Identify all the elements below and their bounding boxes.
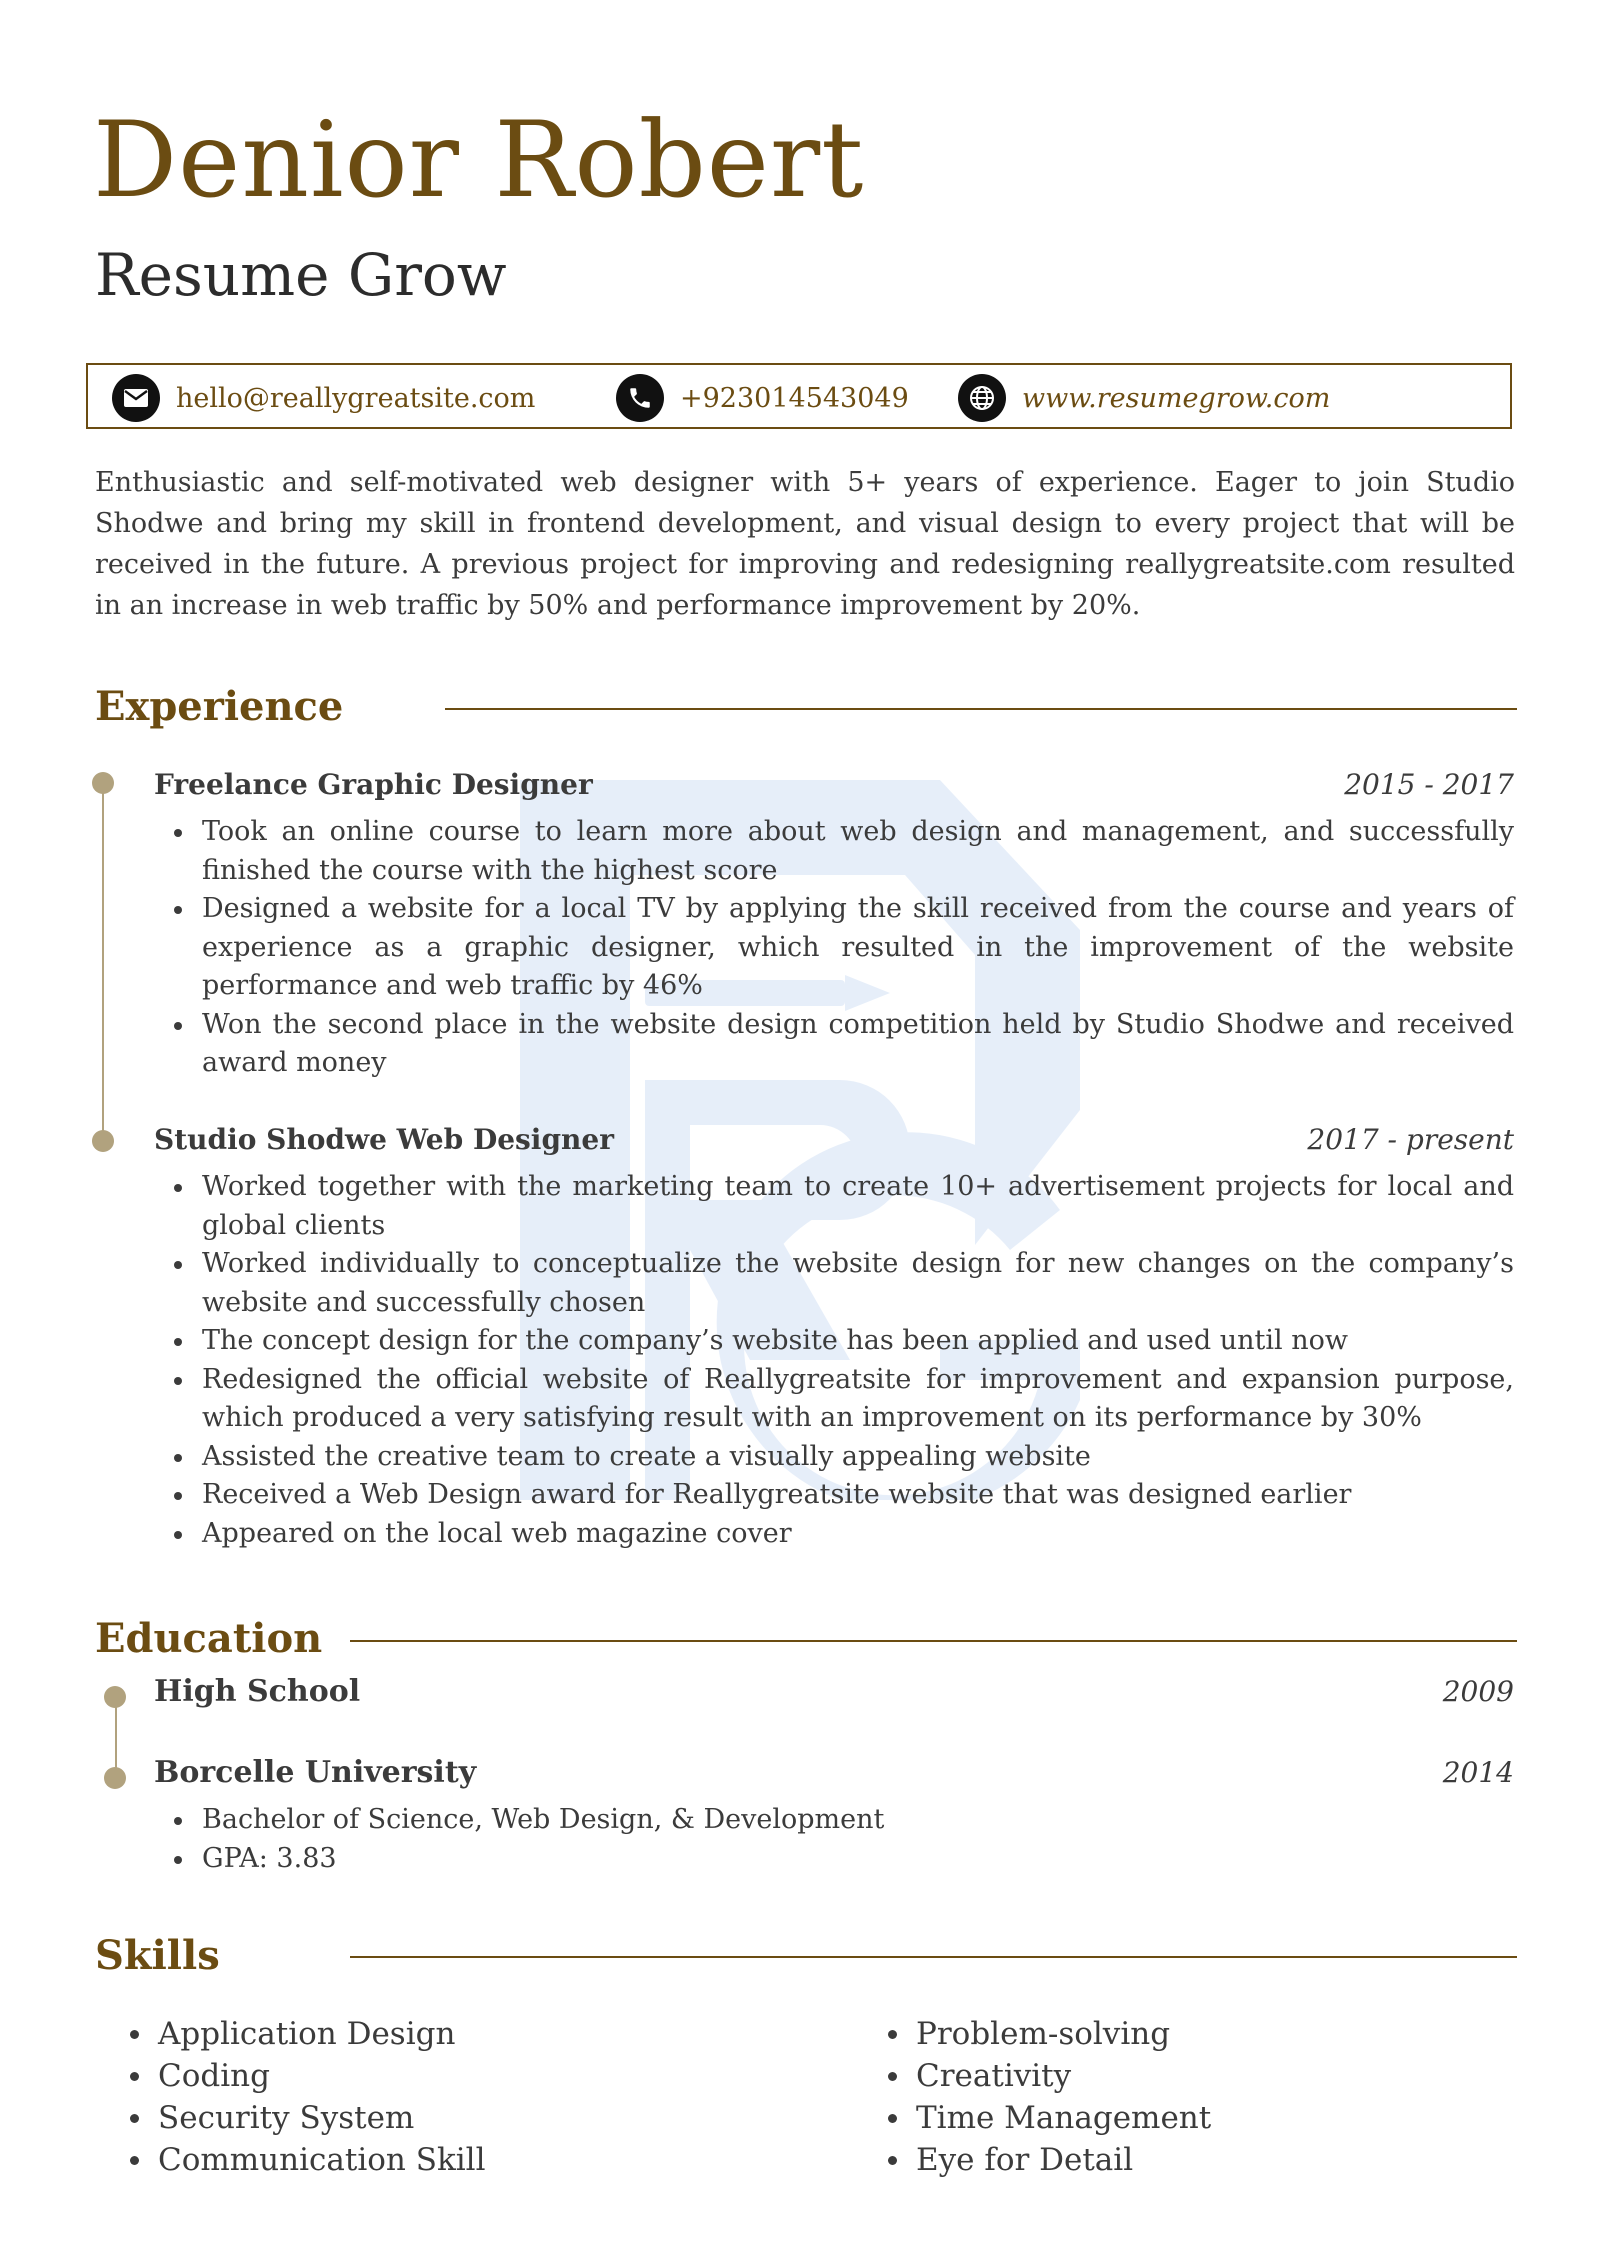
graduation-year: 2009	[1442, 1675, 1514, 1708]
contact-website[interactable]	[958, 376, 1330, 420]
education-heading: Education	[95, 1615, 323, 1662]
skills-heading: Skills	[95, 1932, 220, 1979]
graduation-year: 2014	[1442, 1756, 1514, 1789]
candidate-subtitle: Resume Grow	[95, 241, 507, 309]
skills-list-left	[110, 2013, 808, 2181]
list-item: Took an online course to learn more about web design and management, and successfully finished the course with the highest score	[202, 813, 1514, 890]
skill-item: Application Design	[158, 2013, 808, 2055]
contact-bar	[86, 363, 1512, 429]
skill-item: Security System	[158, 2097, 808, 2139]
globe-icon	[958, 374, 1006, 422]
skill-item: Communication Skill	[158, 2139, 808, 2181]
phone-icon	[616, 374, 664, 422]
skill-item: Coding	[158, 2055, 808, 2097]
phone-text: +923014543049	[680, 382, 909, 414]
list-item: Won the second place in the website design competition held by Studio Shodwe and received award money	[202, 1006, 1514, 1083]
skill-item: Eye for Detail	[916, 2139, 1556, 2181]
skills-divider	[350, 1956, 1517, 1958]
skill-item: Problem-solving	[916, 2013, 1556, 2055]
timeline-dot	[104, 1686, 126, 1708]
list-item: Redesigned the official website of Reallygreatsite for improvement and expansion purpose, which produced a very satisfying result with an improvement on its performance by 30%	[202, 1361, 1514, 1438]
education-entry	[154, 1674, 1514, 1710]
list-item: Bachelor of Science, Web Design, & Development	[202, 1801, 1514, 1840]
school-name: Borcelle University	[154, 1755, 477, 1790]
timeline-dot	[92, 1130, 114, 1152]
skill-item: Time Management	[916, 2097, 1556, 2139]
timeline-dot	[104, 1767, 126, 1789]
experience-divider	[445, 708, 1517, 710]
job-bullets	[154, 813, 1514, 1083]
timeline-dot	[92, 772, 114, 794]
candidate-name: Denior Robert	[93, 99, 865, 221]
mail-icon	[112, 374, 160, 422]
list-item: Designed a website for a local TV by applying the skill received from the course and years of experience as a graphic designer, which resulted in the improvement of the website performance and web traffic by 46%	[202, 890, 1514, 1006]
website-text: www.resumegrow.com	[1022, 382, 1331, 414]
profile-summary: Enthusiastic and self-motivated web designer with 5+ years of experience. Eager to join Studio Shodwe and bring my skill in frontend development, and visual design to every project that will be received in the future. A previous project for improving and redesigning reallygreatsite.com resulted in an increase in web traffic by 50% and performance improvement by 20%.	[95, 467, 1515, 621]
contact-phone[interactable]	[616, 376, 909, 420]
skill-item: Creativity	[916, 2055, 1556, 2097]
list-item: Worked together with the marketing team to create 10+ advertisement projects for local and global clients	[202, 1168, 1514, 1245]
education-divider	[350, 1640, 1517, 1642]
job-entry	[154, 1122, 1514, 1553]
job-dates: 2015 - 2017	[1344, 768, 1514, 801]
experience-timeline-line	[102, 784, 104, 1139]
skills-list-right	[868, 2013, 1556, 2181]
job-title: Studio Shodwe Web Designer	[154, 1123, 614, 1156]
list-item: GPA: 3.83	[202, 1840, 1514, 1879]
school-name: High School	[154, 1674, 361, 1709]
job-dates: 2017 - present	[1307, 1123, 1514, 1156]
email-text: hello@reallygreatsite.com	[176, 382, 536, 414]
job-bullets	[154, 1168, 1514, 1553]
contact-email[interactable]	[112, 376, 535, 420]
job-title: Freelance Graphic Designer	[154, 768, 593, 801]
experience-heading: Experience	[95, 683, 344, 730]
list-item: Appeared on the local web magazine cover	[202, 1515, 1514, 1554]
education-timeline-line	[115, 1697, 117, 1777]
list-item: The concept design for the company’s website has been applied and used until now	[202, 1322, 1514, 1361]
job-entry	[154, 767, 1514, 1083]
education-details	[154, 1801, 1514, 1878]
education-entry	[154, 1755, 1514, 1878]
list-item: Assisted the creative team to create a visually appealing website	[202, 1438, 1514, 1477]
list-item: Worked individually to conceptualize the website design for new changes on the company’s website and successfully chosen	[202, 1245, 1514, 1322]
list-item: Received a Web Design award for Reallygreatsite website that was designed earlier	[202, 1476, 1514, 1515]
